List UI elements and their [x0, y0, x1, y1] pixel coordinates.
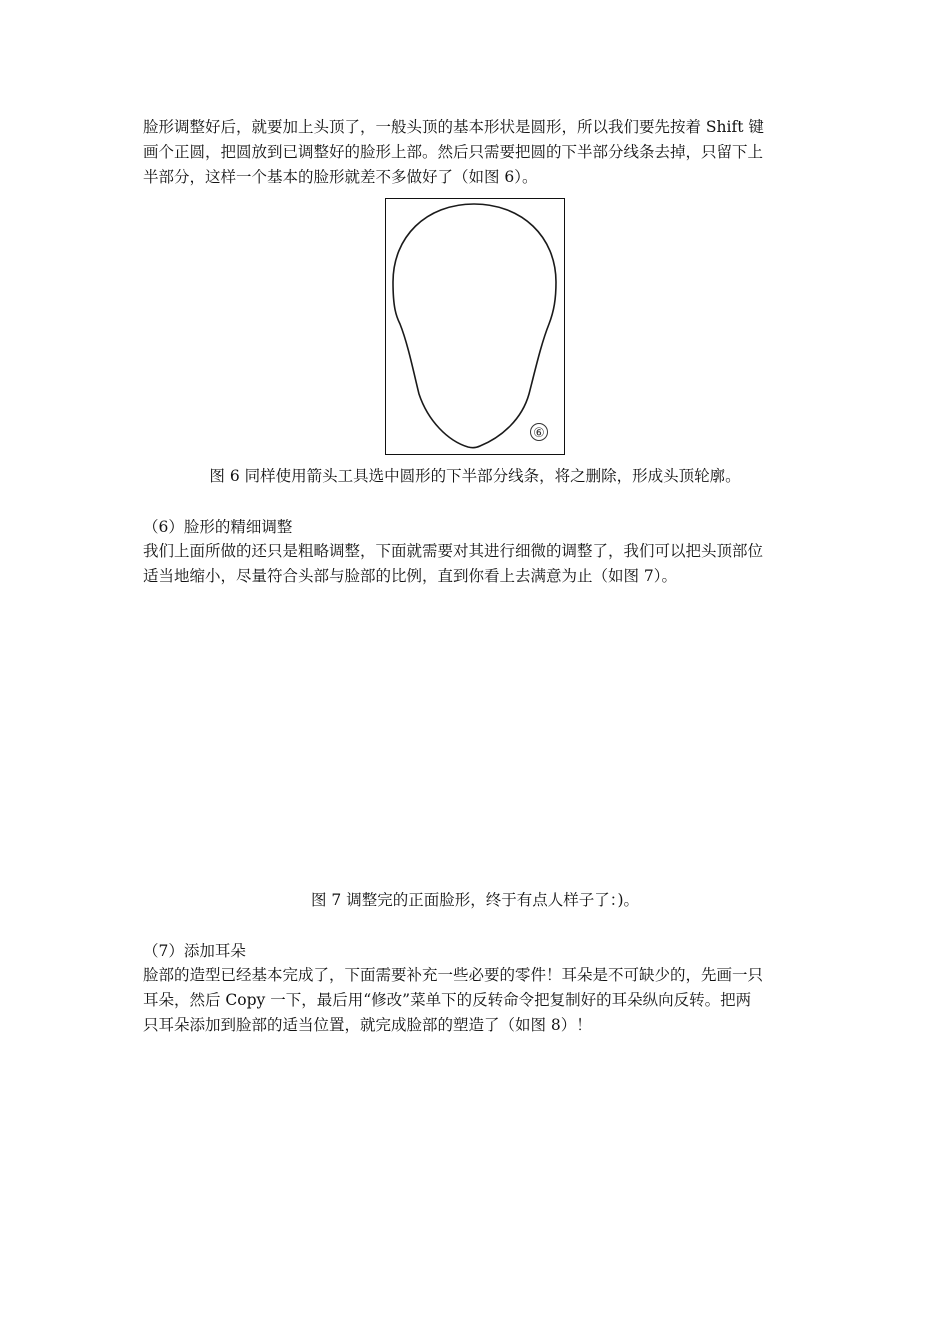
face-outline-drawing	[386, 199, 563, 453]
section-6-heading: （6）脸形的精细调整	[143, 518, 293, 536]
figure-6-caption: 图 6 同样使用箭头工具选中圆形的下半部分线条，将之删除，形成头顶轮廓。	[209, 467, 741, 485]
section-6-line-1: 我们上面所做的还只是粗略调整，下面就需要对其进行细微的调整了，我们可以把头顶部位	[143, 542, 764, 560]
intro-line-1: 脸形调整好后，就要加上头顶了，一般头顶的基本形状是圆形，所以我们要先按着 Shift 键	[143, 118, 764, 136]
section-7-heading: （7）添加耳朵	[143, 942, 246, 960]
figure-number-label: ⑥	[533, 426, 545, 441]
head-contour	[393, 204, 556, 448]
figure-6-face-outline	[385, 198, 565, 455]
section-7-line-3: 只耳朵添加到脸部的适当位置，就完成脸部的塑造了（如图 8）！	[143, 1016, 592, 1034]
intro-paragraph	[143, 115, 813, 190]
figure-7-caption: 图 7 调整完的正面脸形，终于有点人样子了：)。	[310, 891, 639, 909]
section-6-paragraph	[143, 539, 813, 589]
figure-7-placeholder	[143, 600, 813, 880]
section-6-line-2: 适当地缩小，尽量符合头部与脸部的比例，直到你看上去满意为止（如图 7）。	[143, 567, 678, 585]
section-7-line-1: 脸部的造型已经基本完成了，下面需要补充一些必要的零件！耳朵是不可缺少的，先画一只	[143, 966, 764, 984]
intro-line-2: 画个正圆，把圆放到已调整好的脸形上部。然后只需要把圆的下半部分线条去掉，只留下上	[143, 143, 764, 161]
section-7-line-2: 耳朵，然后 Copy 一下，最后用“修改”菜单下的反转命令把复制好的耳朵纵向反转。把两	[143, 991, 752, 1009]
intro-line-3: 半部分，这样一个基本的脸形就差不多做好了（如图 6）。	[143, 168, 538, 186]
section-7-paragraph	[143, 963, 813, 1038]
